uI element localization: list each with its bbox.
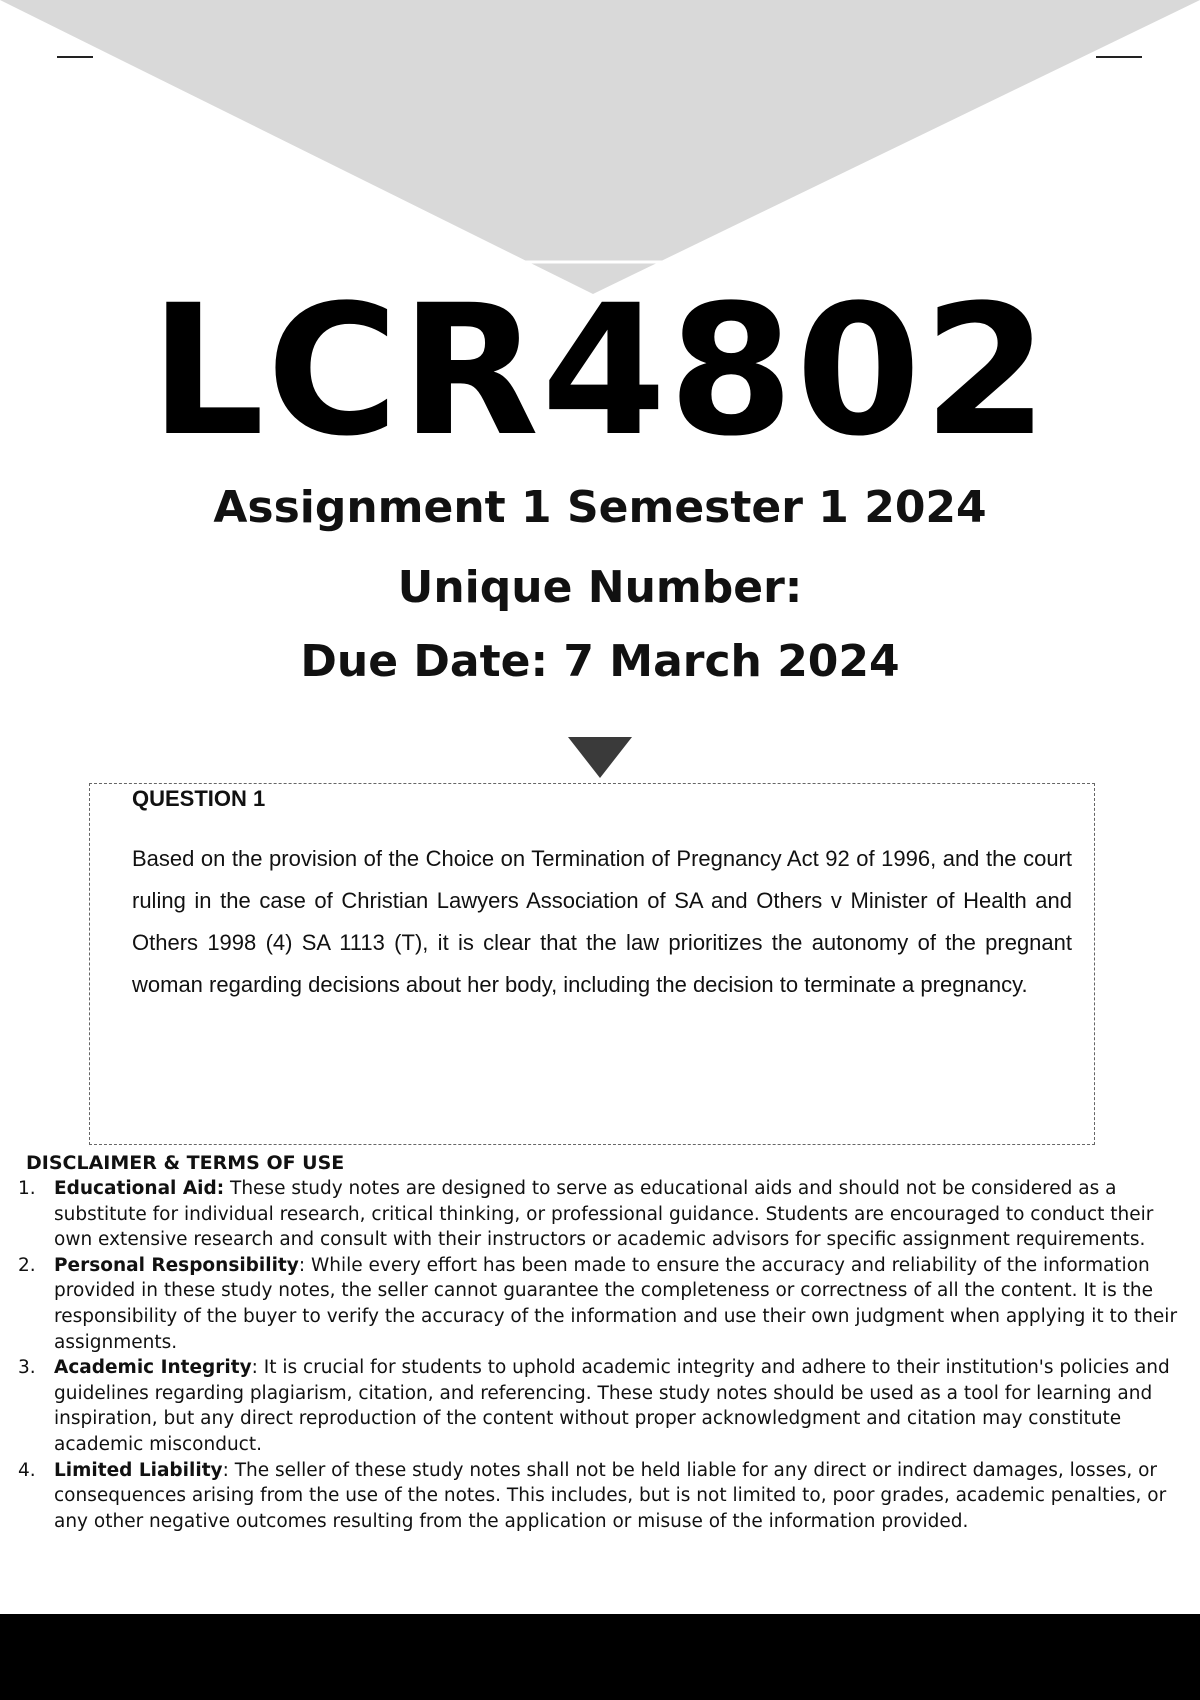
disclaimer-title: DISCLAIMER & TERMS OF USE (26, 1152, 345, 1174)
footer-bar (0, 1614, 1200, 1700)
disclaimer-item (0, 1253, 1190, 1355)
question-box (89, 783, 1095, 1145)
question-body: Based on the provision of the Choice on Termination of Pregnancy Act 92 of 1996, and the court ruling in the case of Christian Lawyers Association of SA and Others v Minister of Health and Others 1998 (4) SA 1113 (T), it is clear that the law prioritizes the autonomy of the pregnant woman regarding decisions about her body, including the decision to terminate a pregnancy. (132, 846, 1072, 997)
disclaimer-item (0, 1458, 1190, 1535)
corner-rule-right (1096, 56, 1142, 58)
disclaimer-item (0, 1355, 1190, 1457)
assignment-subtitle: Assignment 1 Semester 1 2024 (213, 482, 987, 533)
disclaimer-item-heading: Limited Liability (54, 1459, 223, 1481)
banner-chevron-shape (0, 0, 1200, 294)
disclaimer-item-text: : While every effort has been made to ensure the accuracy and reliability of the information provided in these study notes, the seller cannot guarantee the completeness or correctness of all the content. It is the responsibility of the buyer to verify the accuracy of the information and use their own judgment when applying it to their assignments. (54, 1254, 1178, 1353)
triangle-down-icon (568, 737, 632, 779)
disclaimer-item-heading: Personal Responsibility (54, 1254, 299, 1276)
disclaimer-item-number: 1. (18, 1178, 36, 1199)
unique-number-label: Unique Number: (397, 562, 803, 613)
due-date-label: Due Date: 7 March 2024 (300, 636, 900, 687)
course-code-title: LCR4802 (149, 267, 1051, 476)
disclaimer-item-text: : It is crucial for students to uphold academic integrity and adhere to their institution's policies and guidelines regarding plagiarism, citation, and referencing. These study notes should be used as a tool for learning and inspiration, but any direct reproduction of the content without proper acknowledgment and citation may constitute academic misconduct. (54, 1357, 1170, 1455)
disclaimer-item (0, 1176, 1190, 1253)
disclaimer-list (0, 1176, 1190, 1534)
disclaimer-item-number: 2. (18, 1254, 36, 1276)
header-chevron-banner (0, 0, 1200, 300)
disclaimer-item-heading: Educational Aid: (54, 1178, 225, 1199)
question-heading: QUESTION 1 (132, 786, 266, 811)
disclaimer-item-text: : The seller of these study notes shall not be held liable for any direct or indirect damages, losses, or consequences arising from the use of the notes. This includes, but is not limited to, poor grades, academic penalties, or any other negative outcomes resulting from the application or misuse of the information provided. (54, 1459, 1167, 1532)
disclaimer-item-text: These study notes are designed to serve as educational aids and should not be considered as a substitute for individual research, critical thinking, or professional guidance. Students are encouraged to conduct their own extensive research and consult with their instructors or academic advisors for specific assignment requirements. (54, 1178, 1154, 1251)
disclaimer-item-number: 4. (18, 1459, 36, 1481)
disclaimer-item-number: 3. (18, 1357, 36, 1379)
corner-rule-left (57, 56, 93, 58)
disclaimer-item-heading: Academic Integrity (54, 1357, 252, 1379)
